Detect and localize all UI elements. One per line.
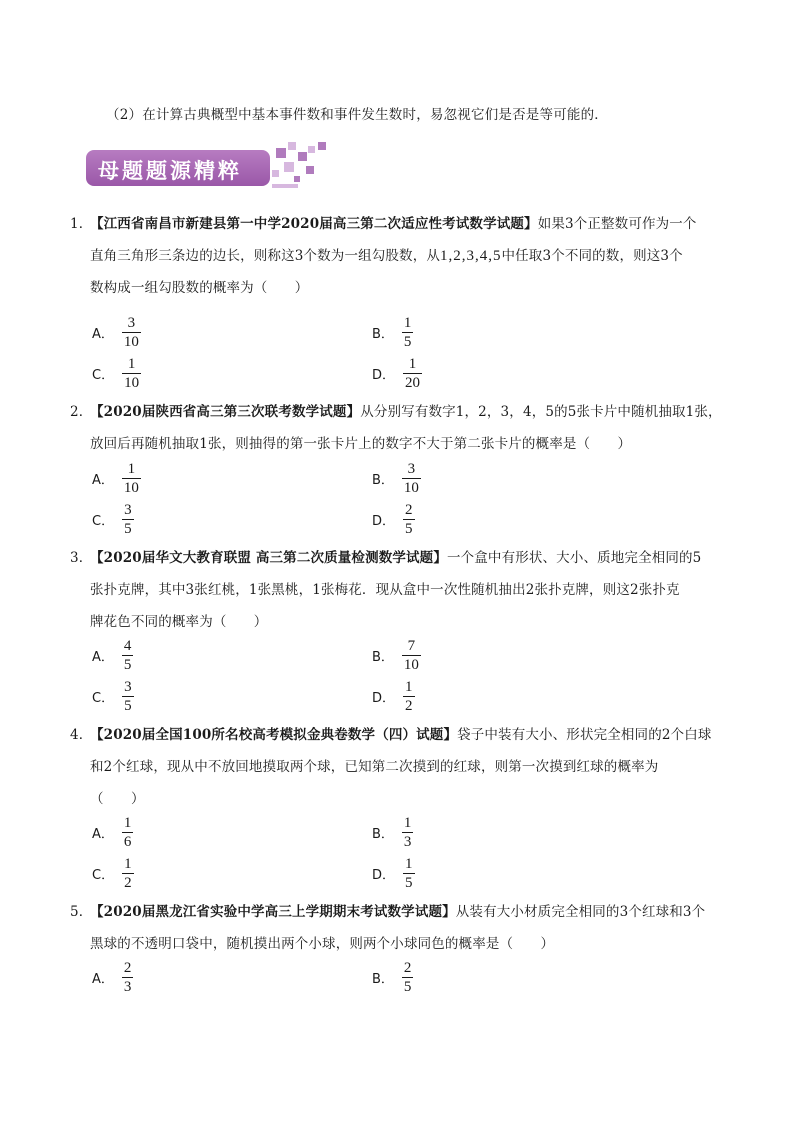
fraction: $\frac{1}{2}$ bbox=[405, 679, 413, 714]
question-text: 张扑克牌，其中3张红桃，1张黑桃，1张梅花．现从盒中一次性随机抽出2张扑克牌，则这2张扑克 bbox=[90, 582, 680, 598]
question-text: 如果3个正整数可作为一个 bbox=[537, 216, 697, 232]
fraction: $\frac{3}{10}$ bbox=[403, 461, 419, 496]
question-1 bbox=[70, 208, 730, 304]
question-number: 2． bbox=[70, 404, 93, 420]
question-text: 从分别写有数字1，2，3，4，5的5张卡片中随机抽取1张， bbox=[360, 404, 722, 420]
banner-decor-bar bbox=[272, 184, 298, 188]
intro-note: （2）在计算古典概型中基本事件数和事件发生数时，易忽视它们是否是等可能的． bbox=[106, 107, 608, 123]
question-text: 中任取3个不同的数，则这3个 bbox=[501, 248, 683, 264]
option-a[interactable]: A． $\frac{1}{6}$ bbox=[92, 815, 132, 850]
fraction: $\frac{3}{5}$ bbox=[124, 679, 132, 714]
fraction: $\frac{1}{6}$ bbox=[123, 815, 132, 850]
question-text: 黑球的不透明口袋中，随机摸出两个小球，则两个小球同色的概率是（ ） bbox=[90, 936, 555, 952]
question-4 bbox=[70, 719, 730, 815]
banner-title: 母题题源精粹 bbox=[98, 159, 242, 183]
question-5 bbox=[70, 896, 730, 960]
banner-decor-square bbox=[298, 152, 307, 161]
banner-decor-square bbox=[308, 146, 315, 153]
banner-decor-square bbox=[288, 142, 296, 150]
option-d[interactable]: D． $\frac{2}{5}$ bbox=[372, 502, 413, 537]
question-text: 从装有大小材质完全相同的3个红球和3个 bbox=[455, 904, 706, 920]
fraction: $\frac{2}{3}$ bbox=[123, 960, 132, 995]
fraction: $\frac{1}{20}$ bbox=[405, 356, 421, 391]
question-3 bbox=[70, 542, 730, 638]
option-b[interactable]: B． $\frac{7}{10}$ bbox=[372, 638, 419, 673]
question-number: 5． bbox=[70, 904, 93, 920]
fraction: $\frac{1}{5}$ bbox=[405, 856, 413, 891]
option-b[interactable]: B． $\frac{1}{5}$ bbox=[372, 315, 412, 350]
option-c[interactable]: C． $\frac{3}{5}$ bbox=[92, 502, 132, 537]
option-c[interactable]: C． $\frac{1}{10}$ bbox=[92, 356, 140, 391]
question-text: 直角三角形三条边的边长，则称这3个数为一组勾股数，从 bbox=[90, 248, 440, 264]
option-a[interactable]: A． $\frac{2}{3}$ bbox=[92, 960, 132, 995]
fraction: $\frac{3}{10}$ bbox=[123, 315, 139, 350]
banner-decor-square bbox=[284, 162, 294, 172]
question-source: 【2020届华文大教育联盟 高三第二次质量检测数学试题】 bbox=[90, 550, 447, 566]
math-expression: 1,2,3,4,5 bbox=[440, 248, 502, 264]
question-text: 放回后再随机抽取1张，则抽得的第一张卡片上的数字不大于第二张卡片的概率是（ ） bbox=[90, 436, 632, 452]
option-c[interactable]: C． $\frac{3}{5}$ bbox=[92, 679, 132, 714]
fraction: $\frac{2}{5}$ bbox=[403, 960, 412, 995]
question-source: 【2020届全国100所名校高考模拟金典卷数学（四）试题】 bbox=[90, 727, 458, 743]
fraction: $\frac{7}{10}$ bbox=[403, 638, 419, 673]
banner-decor-square bbox=[276, 148, 286, 158]
question-text: 一个盒中有形状、大小、质地完全相同的5 bbox=[446, 550, 702, 566]
fraction: $\frac{2}{5}$ bbox=[405, 502, 413, 537]
question-source: 【2020届黑龙江省实验中学高三上学期期末考试数学试题】 bbox=[90, 904, 456, 920]
fraction: $\frac{4}{5}$ bbox=[123, 638, 132, 673]
question-source: 【2020届陕西省高三第三次联考数学试题】 bbox=[90, 404, 361, 420]
question-number: 3． bbox=[70, 550, 93, 566]
question-text: 牌花色不同的概率为（ ） bbox=[90, 614, 268, 630]
option-b[interactable]: B． $\frac{1}{3}$ bbox=[372, 815, 412, 850]
fraction: $\frac{1}{3}$ bbox=[403, 815, 412, 850]
option-a[interactable]: A． $\frac{3}{10}$ bbox=[92, 315, 139, 350]
question-text: 和2个红球，现从中不放回地摸取两个球，已知第二次摸到的红球，则第一次摸到红球的概率为 bbox=[90, 759, 659, 775]
question-number: 1． bbox=[70, 216, 93, 232]
option-d[interactable]: D． $\frac{1}{5}$ bbox=[372, 856, 413, 891]
banner-decor-square bbox=[306, 166, 314, 174]
banner-decor-square bbox=[294, 176, 300, 182]
question-text: 袋子中装有大小、形状完全相同的2个白球 bbox=[457, 727, 712, 743]
question-source: 【江西省南昌市新建县第一中学2020届高三第二次适应性考试数学试题】 bbox=[90, 216, 538, 232]
section-banner bbox=[86, 140, 336, 194]
option-d[interactable]: D． $\frac{1}{2}$ bbox=[372, 679, 413, 714]
fraction: $\frac{1}{10}$ bbox=[124, 356, 140, 391]
option-a[interactable]: A． $\frac{4}{5}$ bbox=[92, 638, 132, 673]
question-number: 4． bbox=[70, 727, 93, 743]
option-b[interactable]: B． $\frac{3}{10}$ bbox=[372, 461, 419, 496]
fraction: $\frac{1}{10}$ bbox=[123, 461, 139, 496]
banner-decor-square bbox=[272, 170, 279, 177]
option-b[interactable]: B． $\frac{2}{5}$ bbox=[372, 960, 412, 995]
banner-decor-square bbox=[318, 142, 326, 150]
question-2 bbox=[70, 396, 730, 460]
option-d[interactable]: D． $\frac{1}{20}$ bbox=[372, 356, 421, 391]
fraction: $\frac{3}{5}$ bbox=[124, 502, 132, 537]
option-c[interactable]: C． $\frac{1}{2}$ bbox=[92, 856, 132, 891]
option-a[interactable]: A． $\frac{1}{10}$ bbox=[92, 461, 139, 496]
question-text: 数构成一组勾股数的概率为（ ） bbox=[90, 280, 309, 296]
fraction: $\frac{1}{5}$ bbox=[403, 315, 412, 350]
question-text: （ ） bbox=[90, 791, 145, 807]
fraction: $\frac{1}{2}$ bbox=[124, 856, 132, 891]
